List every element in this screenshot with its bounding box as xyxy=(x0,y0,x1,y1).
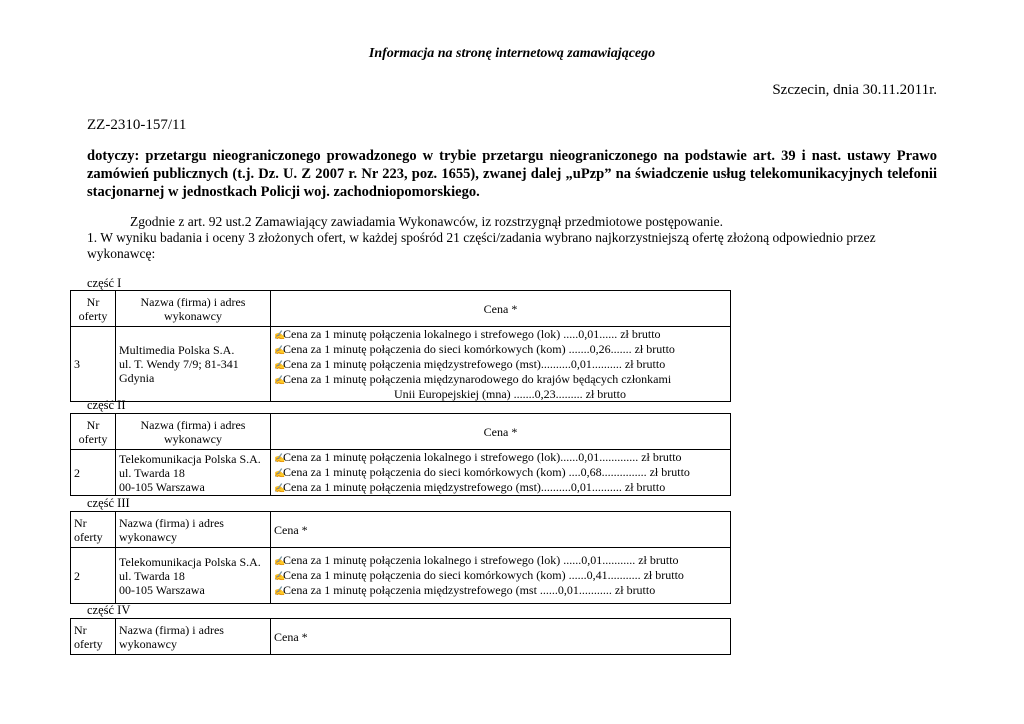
firm-line: 00-105 Warszawa xyxy=(119,479,205,494)
firm-line: Multimedia Polska S.A. xyxy=(119,343,235,357)
table-row xyxy=(71,450,731,496)
price-line-continued: Unii Europejskiej (mna) .......0,23......... zł brutto xyxy=(394,387,626,401)
offer-prices xyxy=(271,548,731,604)
header-nr: Nr oferty xyxy=(71,512,116,548)
price-line: ✍Cena za 1 minutę połączenia lokalnego i strefowego (lok) ......0,01........... zł brutto xyxy=(274,553,679,567)
intro-paragraph: Zgodnie z art. 92 ust.2 Zamawiający zawiadamia Wykonawców, iz rozstrzygnął przedmiotowe postępowanie. xyxy=(130,214,723,229)
part-label-3: część III xyxy=(87,496,130,510)
offer-firm xyxy=(116,327,271,402)
offer-table-part-4 xyxy=(70,618,731,655)
price-line: ✍Cena za 1 minutę połączenia międzystrefowego (mst)..........0,01.......... zł brutto xyxy=(274,480,666,494)
writing-hand-icon: ✍ xyxy=(274,468,286,478)
writing-hand-icon: ✍ xyxy=(274,586,286,596)
subject-paragraph: dotyczy: przetargu nieograniczonego prowadzonego w trybie przetargu nieograniczonego na podstawie art. 39 i nast. ustawy Prawo zamówień publicznych (t.j. Dz. U. Z 2007 r. Nr 223, poz. 1655), zwanej dalej „uPzp” na świadczenie usług telekomunikacyjnych telefonii stacjonarnej w jednostkach Policji woj. zachodniopomorskiego. xyxy=(87,148,937,200)
price-line: ✍Cena za 1 minutę połączenia do sieci komórkowych (kom) ......0,41........... zł brutto xyxy=(274,568,684,582)
price-line: ✍Cena za 1 minutę połączenia lokalnego i strefowego (lok) .....0,01...... zł brutto xyxy=(274,327,661,341)
header-price: Cena * xyxy=(271,512,731,548)
firm-line: ul. T. Wendy 7/9; 81-341 xyxy=(119,357,239,371)
page-title: Informacja na stronę internetową zamawiającego xyxy=(368,46,656,61)
writing-hand-icon: ✍ xyxy=(274,556,286,566)
firm-line: Telekomunikacja Polska S.A. xyxy=(119,451,261,466)
firm-line: Gdynia xyxy=(119,371,155,385)
writing-hand-icon: ✍ xyxy=(274,345,286,355)
offer-nr: 2 xyxy=(71,450,116,496)
firm-line: Telekomunikacja Polska S.A. xyxy=(119,554,261,569)
result-paragraph: 1. W wyniku badania i oceny 3 złożonych ofert, w każdej spośród 21 części/zadania wybrano najkorzystniejszą ofertę złożoną odpowiednio przez wykonawcę: xyxy=(87,230,876,261)
firm-line: ul. Twarda 18 xyxy=(119,465,185,480)
table-row xyxy=(71,327,731,402)
offer-prices xyxy=(271,450,731,496)
header-firm: Nazwa (firma) i adres wykonawcy xyxy=(116,619,271,655)
offer-firm xyxy=(116,548,271,604)
price-line: ✍Cena za 1 minutę połączenia międzystrefowego (mst)..........0,01.......... zł brutto xyxy=(274,357,666,371)
reference-number: ZZ-2310-157/11 xyxy=(87,117,187,133)
offer-nr: 3 xyxy=(71,327,116,402)
writing-hand-icon: ✍ xyxy=(274,375,286,385)
header-nr: Nr oferty xyxy=(71,619,116,655)
price-line: ✍Cena za 1 minutę połączenia do sieci komórkowych (kom) ....0,68............... zł brutto xyxy=(274,465,690,479)
price-line: ✍Cena za 1 minutę połączenia międzystrefowego (mst ......0,01........... zł brutto xyxy=(274,583,656,597)
table-header-row xyxy=(71,291,731,327)
header-nr: Nr oferty xyxy=(71,291,116,327)
offer-table-part-1 xyxy=(70,290,731,402)
price-line: ✍Cena za 1 minutę połączenia międzynarodowego do krajów będących członkami xyxy=(274,372,672,386)
header-firm: Nazwa (firma) i adres wykonawcy xyxy=(116,291,271,327)
writing-hand-icon: ✍ xyxy=(274,360,286,370)
writing-hand-icon: ✍ xyxy=(274,330,286,340)
header-firm: Nazwa (firma) i adres wykonawcy xyxy=(116,414,271,450)
offer-nr: 2 xyxy=(71,548,116,604)
offer-table-part-3 xyxy=(70,511,731,604)
part-label-1: część I xyxy=(87,276,122,290)
table-header-row xyxy=(71,414,731,450)
part-label-2: część II xyxy=(87,398,126,412)
firm-line: ul. Twarda 18 xyxy=(119,568,185,583)
header-firm: Nazwa (firma) i adres wykonawcy xyxy=(116,512,271,548)
firm-line: 00-105 Warszawa xyxy=(119,582,205,597)
offer-firm xyxy=(116,450,271,496)
writing-hand-icon: ✍ xyxy=(274,571,286,581)
price-line: ✍Cena za 1 minutę połączenia do sieci komórkowych (kom) .......0,26....... zł brutto xyxy=(274,342,675,356)
header-price: Cena * xyxy=(271,291,731,327)
place-date: Szczecin, dnia 30.11.2011r. xyxy=(772,82,937,98)
header-price: Cena * xyxy=(271,414,731,450)
header-price: Cena * xyxy=(271,619,731,655)
price-line: ✍Cena za 1 minutę połączenia lokalnego i strefowego (lok)......0,01............. zł brutto xyxy=(274,450,682,464)
table-row xyxy=(71,548,731,604)
writing-hand-icon: ✍ xyxy=(274,483,286,493)
part-label-4: część IV xyxy=(87,603,131,617)
table-header-row xyxy=(71,512,731,548)
offer-prices xyxy=(271,327,731,402)
writing-hand-icon: ✍ xyxy=(274,453,286,463)
header-nr: Nr oferty xyxy=(71,414,116,450)
table-header-row xyxy=(71,619,731,655)
offer-table-part-2 xyxy=(70,413,731,496)
